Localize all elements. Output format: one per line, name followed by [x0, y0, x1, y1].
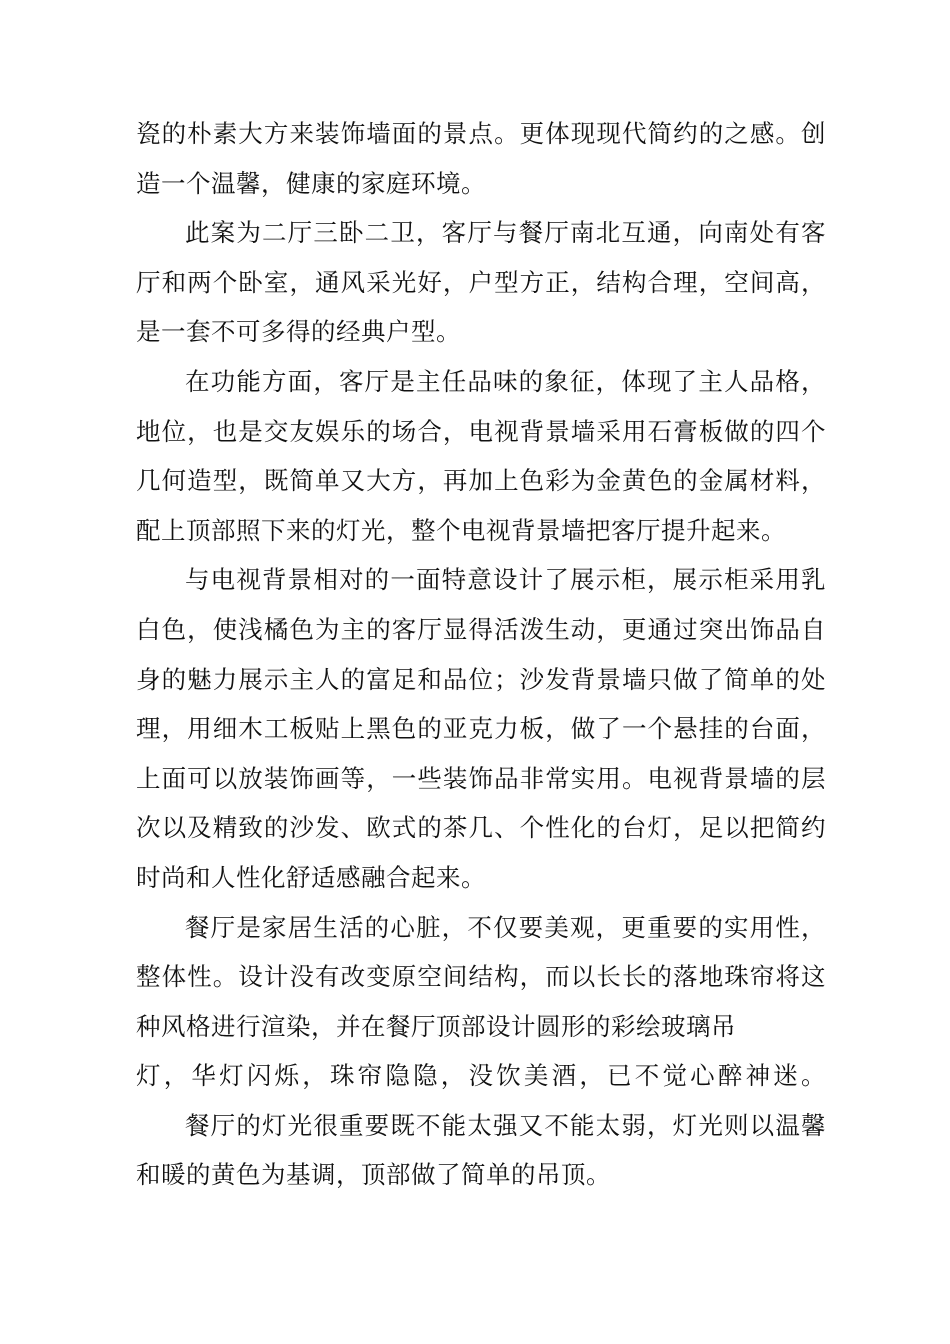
text-line: 餐厅是家居生活的心脏，不仅要美观，更重要的实用性，: [185, 912, 826, 942]
paragraph-3: [136, 357, 826, 555]
text-line: 配上顶部照下来的灯光，整个电视背景墙把客厅提升起来。: [136, 515, 786, 545]
text-line: 与电视背景相对的一面特意设计了展示柜，展示柜采用乳: [185, 565, 826, 595]
text-line: 和暖的黄色为基调，顶部做了简单的吊顶。: [136, 1160, 611, 1190]
text-line: 灯，华灯闪烁，珠帘隐隐，没饮美酒，已不觉心醉神迷。: [136, 1061, 826, 1091]
text-line: 此案为二厅三卧二卫，客厅与餐厅南北互通，向南处有客: [185, 218, 826, 248]
text-line: 时尚和人性化舒适感融合起来。: [136, 862, 486, 892]
text-line: 身的魅力展示主人的富足和品位；沙发背景墙只做了简单的处: [136, 664, 826, 694]
text-line: 几何造型，既简单又大方，再加上色彩为金黄色的金属材料，: [136, 466, 826, 496]
text-line: 造一个温馨，健康的家庭环境。: [136, 168, 486, 198]
paragraph-1: [136, 109, 826, 208]
text-line: 种风格进行渲染，并在餐厅顶部设计圆形的彩绘玻璃吊: [136, 1011, 736, 1041]
text-line: 地位，也是交友娱乐的场合，电视背景墙采用石膏板做的四个: [136, 416, 826, 446]
text-line: 是一套不可多得的经典户型。: [136, 317, 461, 347]
paragraph-4: [136, 555, 826, 902]
text-line: 整体性。设计没有改变原空间结构，而以长长的落地珠帘将这: [136, 962, 826, 992]
text-line: 餐厅的灯光很重要既不能太强又不能太弱，灯光则以温馨: [185, 1110, 826, 1140]
text-line: 白色，使浅橘色为主的客厅显得活泼生动，更通过突出饰品自: [136, 614, 826, 644]
document-body: [136, 109, 826, 1200]
text-line: 次以及精致的沙发、欧式的茶几、个性化的台灯，足以把简约: [136, 813, 826, 843]
paragraph-6: [136, 1101, 826, 1200]
paragraph-5: [136, 903, 826, 1101]
text-line: 厅和两个卧室，通风采光好，户型方正，结构合理，空间高，: [136, 267, 826, 297]
text-line: 理，用细木工板贴上黑色的亚克力板，做了一个悬挂的台面，: [136, 714, 826, 744]
text-line: 瓷的朴素大方来装饰墙面的景点。更体现现代简约的之感。创: [136, 119, 826, 148]
text-line: 上面可以放装饰画等，一些装饰品非常实用。电视背景墙的层: [136, 763, 826, 793]
text-line: 在功能方面，客厅是主任品味的象征，体现了主人品格，: [185, 366, 826, 396]
paragraph-2: [136, 208, 826, 357]
